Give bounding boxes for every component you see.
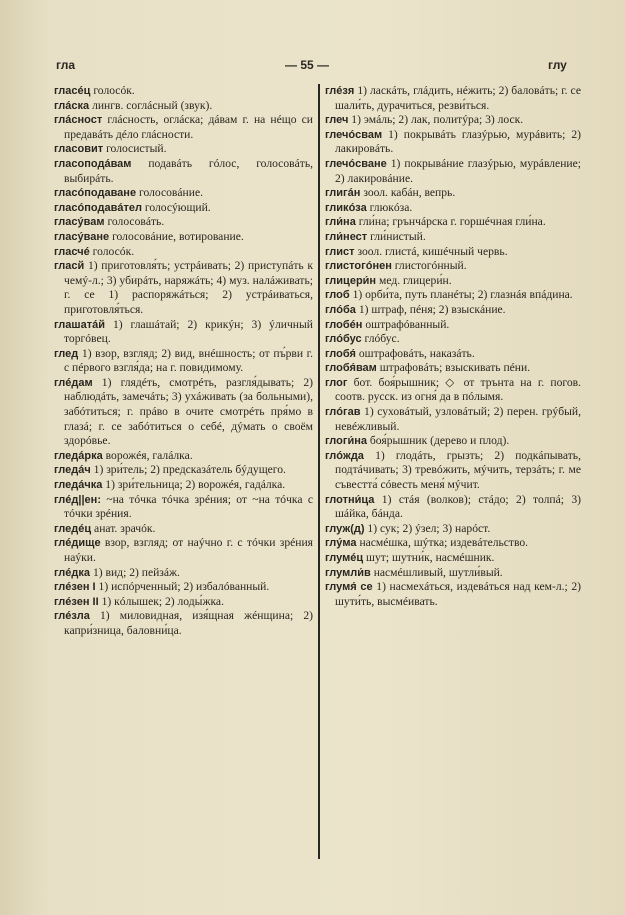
dictionary-entry	[54, 566, 313, 581]
definition: ворожéя, галáлка.	[105, 448, 193, 462]
headword: гликóза	[325, 201, 367, 214]
dictionary-entry	[325, 536, 581, 551]
headword: глóжда	[325, 449, 364, 462]
definition: глáсность, оглáска; дáвам г. на нéщо си предавáть дéло глáсности.	[64, 113, 313, 141]
dictionary-entry	[325, 230, 581, 245]
definition: 1) приготовля́ть; устрáивать; 2) приступáть к чемý-л.; 3) убирáть, наряжáть; 4) муз. налáживать; г. се 1) распоряжáться; 2) устрáиваться, приготовля́ться.	[64, 259, 313, 316]
definition: 1) орби́та, путь планéты; 2) глазнáя впáдина.	[352, 288, 573, 302]
definition: мед. глицери́н.	[378, 273, 452, 287]
dictionary-entry	[325, 113, 581, 128]
definition: голосóк.	[93, 84, 135, 97]
headword: глéд||ен:	[54, 493, 101, 506]
dictionary-entry	[54, 449, 313, 464]
definition: зоол. глистá, кишéчный червь.	[357, 244, 508, 258]
definition: глóбус.	[364, 332, 400, 346]
dictionary-entry	[54, 245, 313, 260]
headword: гли́нест	[325, 230, 368, 243]
definition: взор, взгляд; от наýчно г. с тóчки зрéния наýки.	[64, 536, 314, 564]
definition: насмéшка, шýтка; издевáтельство.	[359, 536, 529, 550]
dictionary-entry	[325, 128, 581, 157]
headword: глог	[325, 376, 348, 389]
headword: глобя́	[325, 347, 356, 360]
definition: голосóк.	[92, 244, 135, 258]
headword: глýма	[325, 537, 357, 550]
headword: гласóподавáтел	[54, 201, 142, 214]
headword: глицери́н	[325, 274, 377, 287]
dictionary-entry	[54, 84, 313, 99]
headword: глéзен I	[54, 581, 96, 594]
dictionary-entry	[325, 332, 581, 347]
definition: 1) кóлышек; 2) лоды́жка.	[101, 594, 224, 608]
headword: глумя́ се	[325, 581, 373, 594]
definition: гли́нистый.	[370, 229, 426, 243]
headword: глéдка	[54, 566, 91, 579]
headword: гласчé	[54, 245, 90, 258]
dictionary-entry	[54, 347, 313, 376]
dictionary-entry	[325, 405, 581, 434]
headword: глобя́вам	[325, 362, 377, 375]
dictionary-entry	[325, 493, 581, 522]
definition: боя́рышник (дерево и плод).	[369, 434, 510, 448]
definition: шут; шутни́к, насмéшник.	[366, 551, 495, 564]
headword: глотни́ца	[325, 493, 375, 506]
headword: глумéц	[325, 552, 364, 564]
headword: глáска	[54, 99, 90, 112]
headword: глед	[54, 347, 79, 360]
definition: 1) сук; 2) ýзел; 3) нарóст.	[367, 521, 491, 535]
definition: 1) миловидная, изя́щная жéнщина; 2) капри́зница, баловни́ца.	[64, 609, 313, 637]
dictionary-entry	[54, 376, 313, 449]
dictionary-entry	[325, 551, 581, 566]
definition: 1) глодáть, грызть; 2) подкáпывать, подтáчивать; 3) тревóжить, мýчить, терзáть; г. ме съвестта́ сóвесть меня́ мýчит.	[335, 448, 581, 492]
definition: подавáть гóлос, голосовáть, выбирáть.	[64, 156, 314, 185]
definition: глюкóза.	[369, 200, 413, 214]
dictionary-entry	[325, 245, 581, 260]
definition: оштрафóванный.	[365, 317, 450, 331]
dictionary-entry	[325, 84, 581, 113]
dictionary-entry	[325, 449, 581, 493]
headword: глéдам	[54, 376, 93, 389]
definition: ~на тóчка тóчка зрéния; от ~на тóчка с тóчки зрéния.	[64, 492, 313, 521]
definition: глистогóнный.	[394, 259, 467, 273]
headword: глáсност	[54, 114, 103, 127]
column-divider	[318, 84, 320, 859]
headword: глéзен II	[54, 595, 99, 608]
headword: гледáч	[54, 464, 91, 477]
headword: гледáчка	[54, 479, 103, 492]
definition: лингв. соглáсный (звук).	[92, 98, 213, 112]
headword: гласéц	[54, 85, 91, 97]
right-column	[325, 84, 581, 609]
dictionary-entry	[325, 566, 581, 581]
headword: глигáн	[325, 187, 361, 200]
definition: 1) испóрченный; 2) избалóванный.	[98, 580, 270, 594]
headword: гласóподаване	[54, 187, 137, 200]
definition: 1) зри́тель; 2) предсказáтель бýдущего.	[93, 463, 286, 477]
dictionary-entry	[54, 580, 313, 595]
definition: 1) глядéть, смотрéть, разгля́дывать; 2) наблюдáть, замечáть; 3) ухáживать (за больными), забóтиться; г. прáво в очите смотрéть пря́мо в глазá; г. се забóтиться о себé, дýмать о своём здорóвье.	[64, 375, 313, 448]
headword: гли́на	[325, 216, 356, 229]
definition: оштрафовáть, наказáть.	[358, 346, 475, 360]
dictionary-entry	[325, 274, 581, 289]
dictionary-entry	[54, 463, 313, 478]
headword: глéдище	[54, 537, 101, 550]
left-column	[54, 84, 313, 639]
headword: гласýване	[54, 230, 110, 243]
dictionary-entry	[54, 318, 313, 347]
definition: 1) взор, взгляд; 2) вид, внéшность; от пъ́рви г. с пéрвого взгля́да; на г. повидимому.	[64, 346, 313, 375]
dictionary-entry	[54, 230, 313, 245]
definition: штрафовáть; взыскивать пéни.	[379, 361, 531, 375]
right-guide-word: глу	[548, 58, 567, 72]
headword: глашатáй	[54, 318, 105, 331]
definition: 1) стáя (волков); стáдо; 2) толпá; 3) шáйка, бáнда.	[335, 492, 582, 521]
definition: бот. боя́рышник; ◇ от трънта на г. погов. соотв. русск. из огня́ да в пóлымя.	[335, 375, 582, 404]
definition: 1) зри́тельница; 2) ворожéя, гадáлка.	[105, 478, 286, 492]
headword: глоги́на	[325, 435, 367, 448]
dictionary-entry	[54, 595, 313, 610]
dictionary-entry	[325, 215, 581, 230]
headword: глéзя	[325, 85, 355, 97]
dictionary-entry	[325, 201, 581, 216]
dictionary-entry	[325, 580, 581, 609]
page-number: — 55 —	[285, 58, 330, 72]
headword: гласовит	[54, 143, 104, 156]
headword: гледáрка	[54, 449, 103, 462]
dictionary-entry	[325, 434, 581, 449]
dictionary-entry	[325, 376, 581, 405]
definition: 1) покрывáние глазýрью, мурáвление; 2) лакировáние.	[335, 156, 581, 185]
dictionary-entry	[325, 303, 581, 318]
definition: зоол. кабáн, вепрь.	[363, 186, 456, 200]
headword: гласýвам	[54, 216, 105, 229]
dictionary-entry	[54, 201, 313, 216]
definition: голосистый.	[106, 142, 167, 156]
headword: глобéн	[325, 318, 363, 331]
headword: глоб	[325, 289, 350, 302]
headword: глóба	[325, 303, 356, 316]
headword: глуж(д)	[325, 522, 365, 535]
definition: 1) суховáтый, узловáтый; 2) перен. грýбый, невéжливый.	[335, 405, 581, 433]
dictionary-entry	[54, 186, 313, 201]
definition: 1) штраф, пéня; 2) взыскáние.	[358, 302, 506, 316]
dictionary-entry	[325, 361, 581, 376]
headword: глумли́в	[325, 566, 371, 579]
dictionary-entry	[54, 99, 313, 114]
definition: голосовáние, вотирование.	[112, 229, 244, 243]
headword: глечóсвам	[325, 128, 383, 141]
dictionary-entry	[54, 522, 313, 537]
definition: гли́на; грънчáрска г. горшéчная гли́на.	[358, 215, 546, 229]
dictionary-entry	[54, 609, 313, 638]
dictionary-entry	[54, 536, 313, 565]
dictionary-entry	[325, 186, 581, 201]
dictionary-entry	[54, 215, 313, 230]
headword: гледéц	[54, 522, 92, 535]
headword: гласоподáвам	[54, 157, 132, 170]
dictionary-entry	[54, 478, 313, 493]
headword: гласй	[54, 260, 85, 273]
dictionary-entry	[54, 142, 313, 157]
headword: глóгав	[325, 406, 361, 419]
dictionary-entry	[325, 347, 581, 362]
dictionary-entry	[54, 259, 313, 317]
definition: 1) насмехáться, издевáться над кем-л.; 2) шути́ть, высмéивать.	[335, 580, 581, 608]
dictionary-entry	[54, 493, 313, 522]
definition: 1) глашáтай; 2) крикýн; 3) ýличный торгóвец.	[64, 317, 313, 346]
dictionary-entry	[325, 288, 581, 303]
definition: 1) вид; 2) пейзáж.	[92, 565, 180, 579]
dictionary-entry	[325, 522, 581, 537]
definition: голосýющий.	[144, 200, 211, 214]
definition: 1) ласкáть, глáдить, нéжить; 2) баловáть; г. се шали́ть, дурачиться, резви́ться.	[335, 84, 581, 112]
left-guide-word: гла	[56, 58, 75, 72]
headword: глеч	[325, 114, 349, 127]
definition: 1) эмáль; 2) лак, политýра; 3) лоск.	[351, 113, 524, 127]
dictionary-entry	[54, 113, 313, 142]
definition: голосовáние.	[138, 186, 203, 200]
headword: глечóсване	[325, 157, 387, 170]
dictionary-entry	[325, 157, 581, 186]
definition: 1) покрывáть глазýрью, мурáвить; 2) лакировáть.	[335, 127, 581, 156]
definition: голосовáть.	[107, 215, 165, 229]
definition: насмéшливый, шутли́вый.	[373, 565, 503, 579]
dictionary-entry	[325, 259, 581, 274]
headword: глист	[325, 245, 355, 258]
headword: глéзла	[54, 610, 90, 623]
definition: анат. зрачóк.	[94, 521, 156, 535]
headword: глóбус	[325, 333, 362, 346]
dictionary-entry	[325, 318, 581, 333]
headword: глистогóнен	[325, 260, 392, 273]
dictionary-entry	[54, 157, 313, 186]
